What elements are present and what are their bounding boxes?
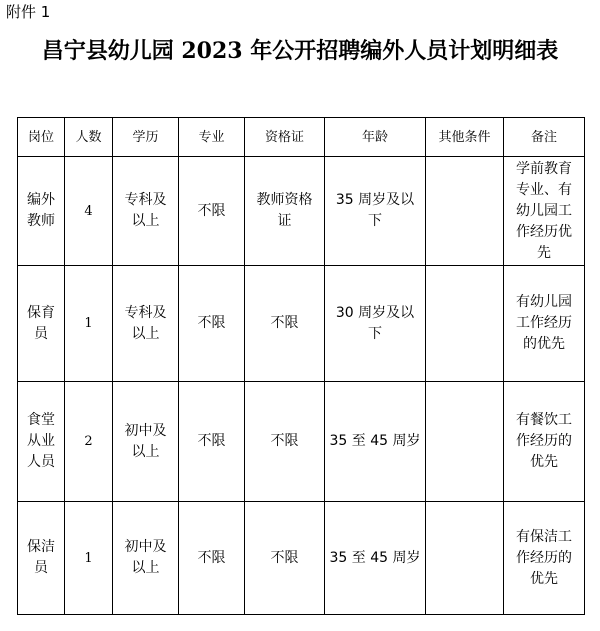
annex-label: 附件 1	[6, 3, 51, 21]
table-header-row	[18, 118, 585, 157]
cell-education: 初中及 以上	[113, 382, 179, 502]
cell-count: 2	[65, 382, 113, 502]
cell-education: 专科及 以上	[113, 157, 179, 266]
header-age: 年龄	[325, 118, 426, 157]
cell-certificate: 不限	[245, 266, 325, 382]
table-row	[18, 157, 585, 266]
header-major: 专业	[179, 118, 245, 157]
cell-age: 35 至 45 周岁	[325, 382, 426, 502]
recruitment-plan-table	[17, 117, 585, 615]
cell-education: 初中及 以上	[113, 502, 179, 615]
cell-age: 35 周岁及以下	[325, 157, 426, 266]
cell-certificate: 不限	[245, 502, 325, 615]
cell-major: 不限	[179, 266, 245, 382]
table-row	[18, 382, 585, 502]
header-other: 其他条件	[426, 118, 504, 157]
cell-position: 食堂 从业 人员	[18, 382, 65, 502]
table-row	[18, 266, 585, 382]
cell-major: 不限	[179, 157, 245, 266]
header-count: 人数	[65, 118, 113, 157]
table-row	[18, 502, 585, 615]
cell-other	[426, 382, 504, 502]
cell-other	[426, 157, 504, 266]
cell-age: 30 周岁及以下	[325, 266, 426, 382]
cell-count: 4	[65, 157, 113, 266]
document-title: 昌宁县幼儿园 2023 年公开招聘编外人员计划明细表	[41, 38, 559, 64]
cell-age: 35 至 45 周岁	[325, 502, 426, 615]
cell-certificate: 不限	[245, 382, 325, 502]
cell-remarks: 有幼儿园 工作经历 的优先	[504, 266, 585, 382]
cell-certificate: 教师资格 证	[245, 157, 325, 266]
cell-remarks: 有餐饮工 作经历的 优先	[504, 382, 585, 502]
cell-major: 不限	[179, 382, 245, 502]
header-certificate: 资格证	[245, 118, 325, 157]
cell-position: 保育 员	[18, 266, 65, 382]
cell-count: 1	[65, 266, 113, 382]
header-remarks: 备注	[504, 118, 585, 157]
cell-remarks: 有保洁工 作经历的 优先	[504, 502, 585, 615]
cell-position: 保洁 员	[18, 502, 65, 615]
cell-education: 专科及 以上	[113, 266, 179, 382]
header-position: 岗位	[18, 118, 65, 157]
cell-major: 不限	[179, 502, 245, 615]
cell-position: 编外 教师	[18, 157, 65, 266]
cell-other	[426, 266, 504, 382]
cell-remarks: 学前教育 专业、有 幼儿园工 作经历优 先	[504, 157, 585, 266]
cell-count: 1	[65, 502, 113, 615]
cell-other	[426, 502, 504, 615]
header-education: 学历	[113, 118, 179, 157]
